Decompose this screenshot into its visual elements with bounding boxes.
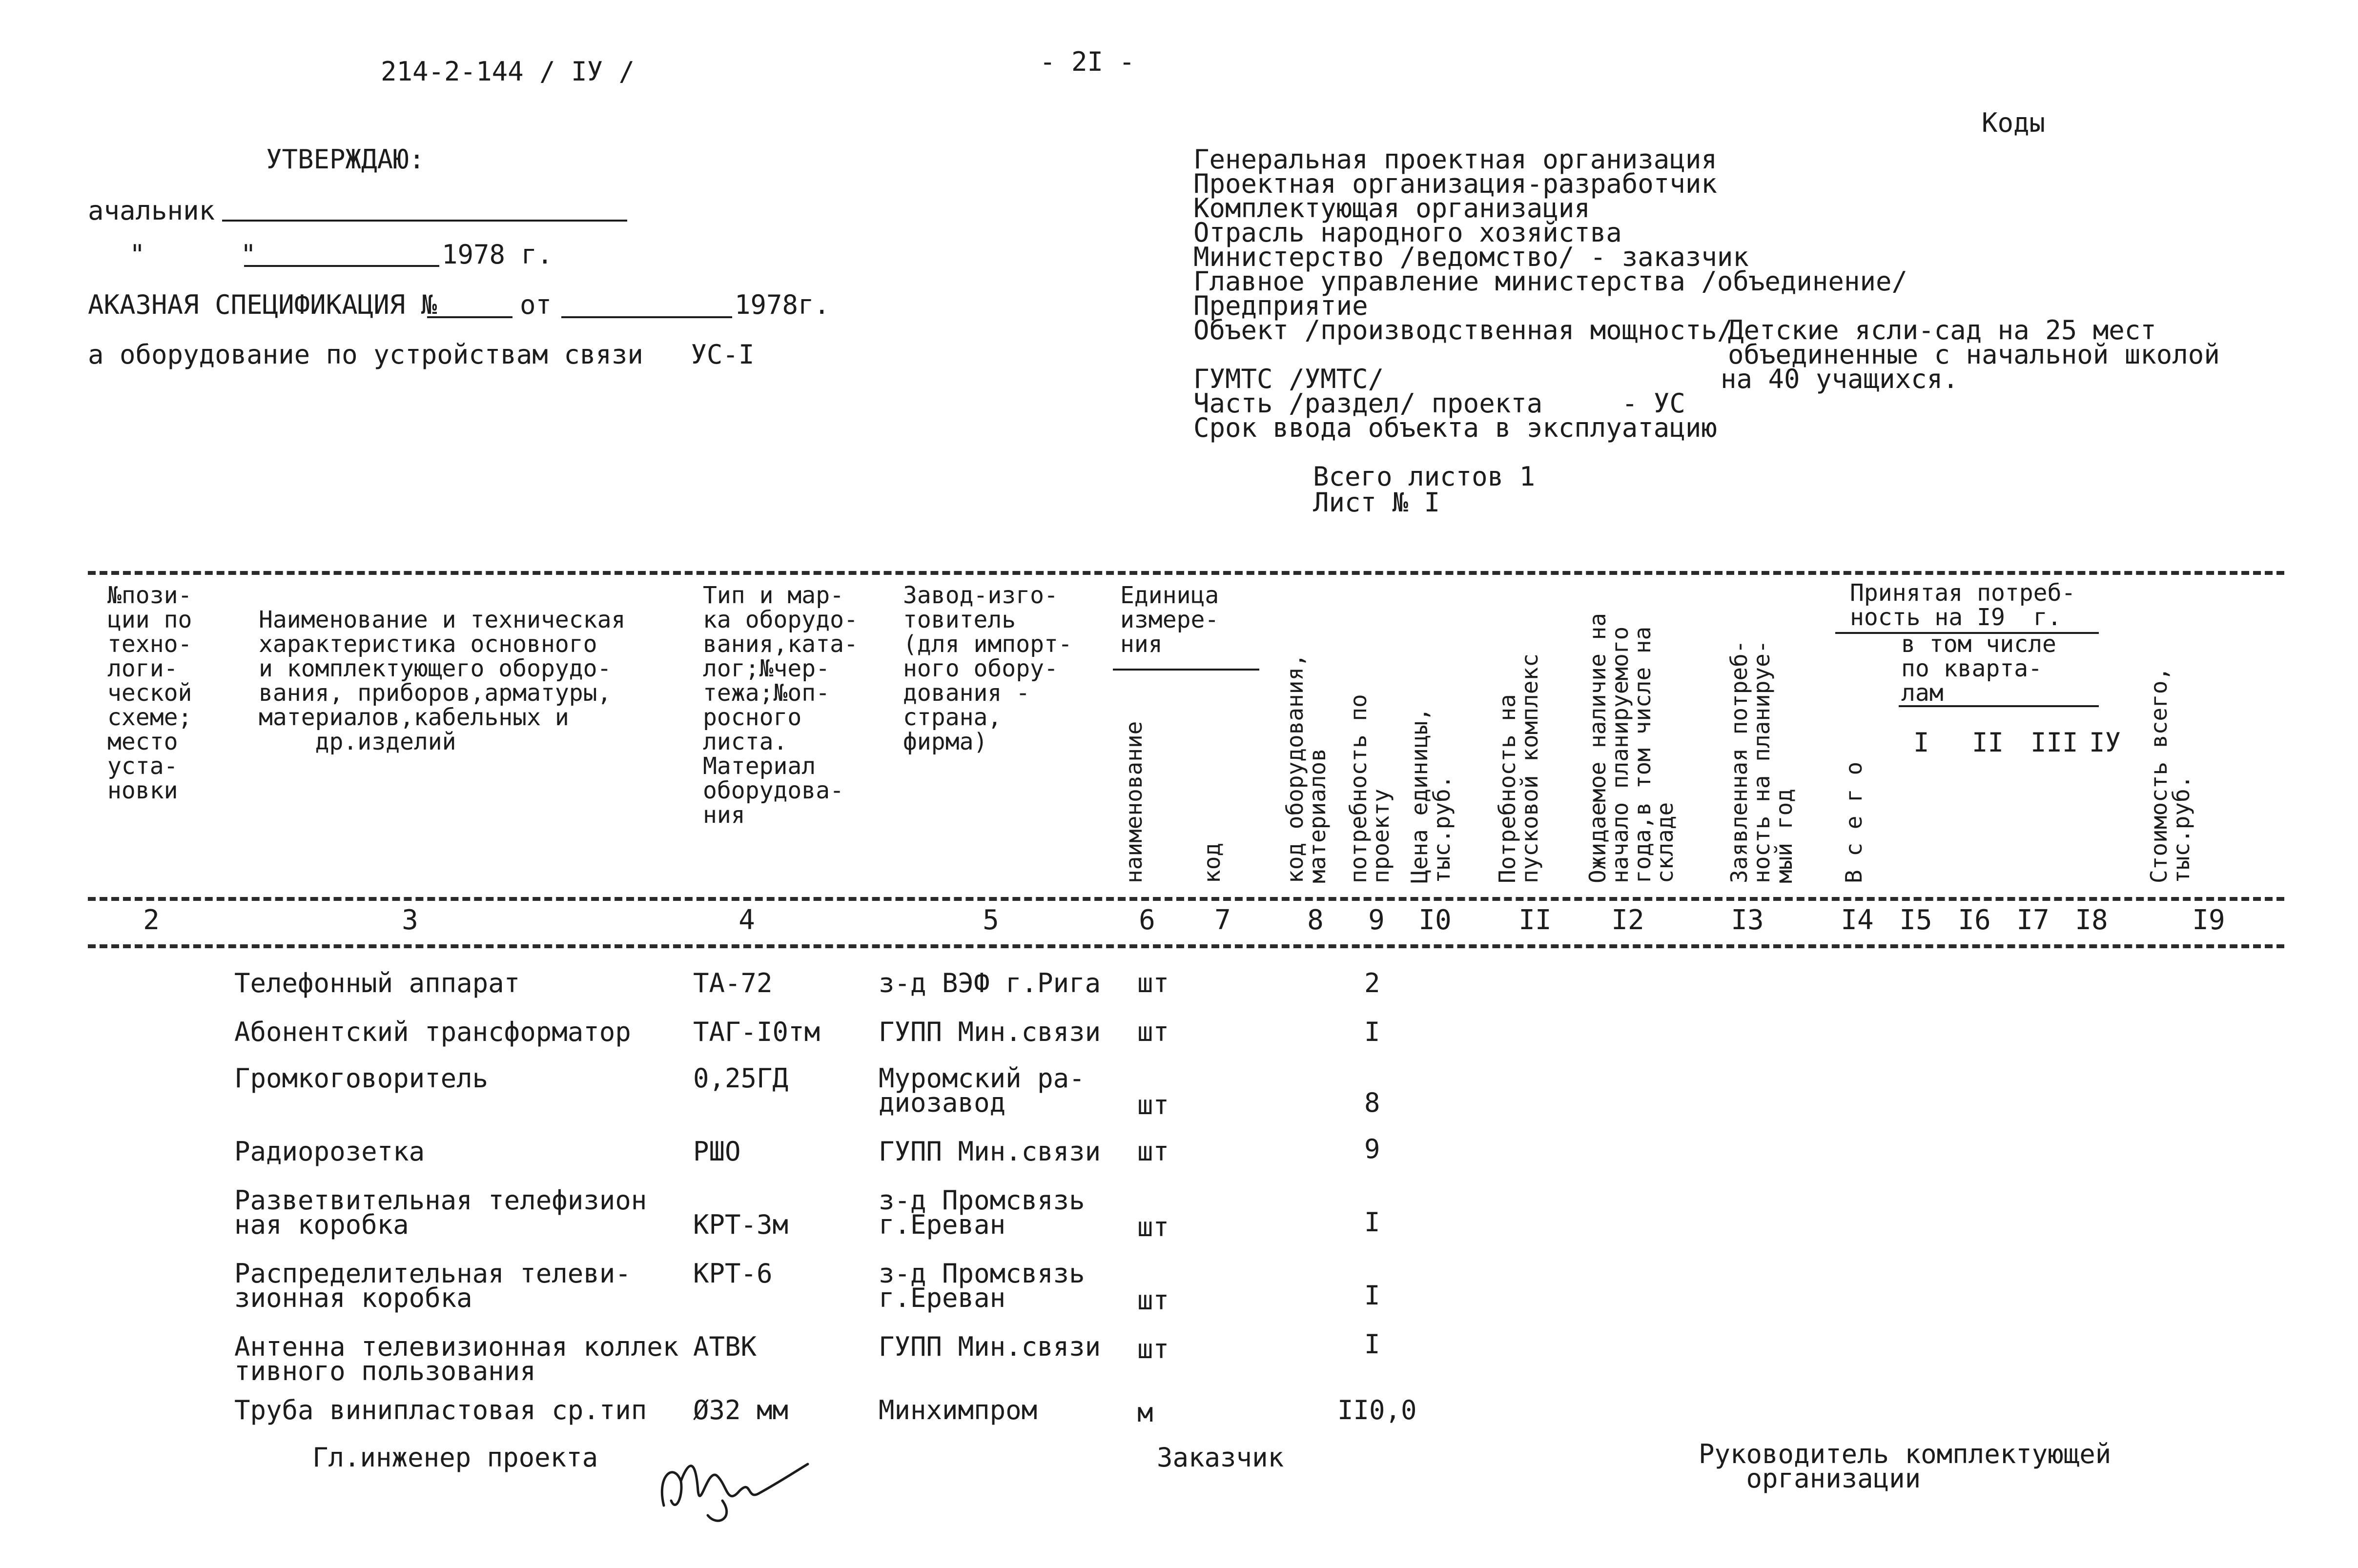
spec-title: АКАЗНАЯ СПЕЦИФИКАЦИЯ № [88,289,437,320]
org-line: Предприятие [1193,290,1368,321]
row-type: КРТ-3м [693,1209,789,1240]
col-number: 2 [143,904,160,936]
col-number: I3 [1731,904,1764,936]
header-unit-name: наименование [1121,721,1147,883]
spec-date-line [561,316,732,318]
row-unit: шт [1137,1285,1169,1316]
header-launch-demand: Потребность на пусковой комплекс [1494,653,1543,883]
row-maker: ГУПП Мин.связи [879,1017,1101,1047]
header-unit-price: Цена единицы, тыс.руб. [1406,707,1455,883]
col-number: 6 [1139,904,1155,936]
col-number: 7 [1214,904,1231,936]
row-maker: з-д ВЭФ г.Рига [879,968,1101,998]
spec-year: 1978г. [735,289,830,320]
header-manufacturer: Завод-изго- товитель (для импорт- ного обору- дования - страна, фирма) [903,582,1072,755]
sheets-total: Всего листов 1 [1313,461,1536,492]
org-line: Проектная организация-разработчик [1193,168,1717,199]
row-type: АТВК [693,1331,757,1362]
header-quarters: в том числе по кварта- лам [1901,631,2056,707]
row-name: Антенна телевизионная коллек тивного пользования [234,1331,679,1386]
row-unit: шт [1137,968,1169,998]
approve-year: 1978 г. [442,239,553,270]
object-desc-line: Детские ясли-сад на 25 мест [1728,315,2156,346]
header-unit-code: код [1199,842,1225,883]
org-line: Отрасль народного хозяйства [1193,217,1622,248]
org-line: Объект /производственная мощность/ [1193,315,1733,346]
row-qty: I [1364,1017,1380,1047]
footer-customer: Заказчик [1157,1442,1284,1473]
table-top-rule [88,571,2284,575]
row-maker: Минхимпром [879,1395,1038,1425]
header-q4: IУ [2089,727,2121,758]
spec-subject: а оборудование по устройствам связи УС-I [88,339,755,370]
org-line: Комплектующая организация [1193,193,1590,224]
col-number: II [1518,904,1552,936]
row-qty: 8 [1364,1087,1380,1118]
header-accepted: Принятая потреб- ность на I9 г. [1850,579,2076,631]
row-qty: 2 [1364,968,1380,998]
object-desc-line: на 40 учащихся. [1721,364,1959,394]
row-name: Телефонный аппарат [234,968,520,998]
row-maker: ГУПП Мин.связи [879,1331,1101,1362]
row-qty: I [1364,1207,1380,1238]
header-total: В с е г о [1841,761,1867,883]
column-numbers-rule [88,944,2284,948]
row-type: ТА-72 [693,968,773,998]
sheet-number: Лист № I [1313,487,1440,518]
footer-supplier-head: Руководитель комплектующей организации [1699,1439,2112,1494]
chief-signature-line [222,220,627,222]
row-unit: м [1137,1397,1153,1428]
header-position: №пози- ции по техно- логи- ческой схеме; место уста- новки [107,582,192,804]
org-line: Часть /раздел/ проекта - УС [1193,388,1685,419]
approve-title: УТВЕРЖДАЮ: [266,144,425,175]
header-equipment-code: код оборудования, материалов [1282,653,1331,883]
org-line: Главное управление министерства /объединение/ [1193,266,1907,297]
row-type: КРТ-6 [693,1258,773,1289]
row-unit: шт [1137,1090,1169,1120]
row-type: 0,25ГД [693,1063,789,1094]
row-name: Распределительная телеви- зионная коробка [234,1258,631,1313]
date-line [244,265,439,267]
engineer-signature [654,1432,815,1530]
row-qty: I [1364,1329,1380,1360]
row-type: Ø32 мм [693,1395,789,1425]
row-unit: шт [1137,1136,1169,1167]
org-line: Генеральная проектная организация [1193,144,1717,175]
header-declared-demand: Заявленная потреб- ность на планируе- мый год [1726,640,1797,883]
header-name: Наименование и техническая характеристика основного и комплектующего оборудо- вания, приборов,арматуры, материалов,кабельных и др.изделий [259,606,626,755]
codes-label: Коды [1982,107,2046,138]
org-line: ГУМТС /УМТС/ [1193,364,1384,394]
col-number: I5 [1899,904,1932,936]
row-name: Труба винипластовая ср.тип [234,1395,647,1425]
row-qty: 9 [1364,1134,1380,1164]
row-unit: шт [1137,1212,1169,1242]
col-number: 3 [402,904,418,936]
col-number: I4 [1841,904,1874,936]
col-number: I8 [2075,904,2108,936]
spec-number-line [427,316,513,318]
header-total-cost: Стоимость всего, тыс.руб. [2146,667,2194,883]
row-type: РШО [693,1136,741,1167]
document-code: 214-2-144 / IУ / [381,56,635,87]
row-maker: з-д Промсвязь г.Ереван [879,1258,1085,1313]
col-number: 5 [983,904,999,936]
row-name: Разветвительная телефизион ная коробка [234,1185,647,1240]
row-name: Громкоговоритель [234,1063,489,1094]
unit-divider [1113,669,1259,671]
row-name: Абонентский трансформатор [234,1017,631,1047]
row-qty: I [1364,1280,1380,1311]
header-bottom-rule [88,897,2284,901]
header-q1: I [1913,727,1929,758]
org-line: Министерство /ведомство/ - заказчик [1193,242,1749,272]
col-number: 4 [738,904,755,936]
spec-from: от [520,289,552,320]
col-number: I0 [1418,904,1452,936]
header-q2: II [1972,727,2004,758]
date-quotes: " " [129,239,257,270]
header-expected-stock: Ожидаемое наличие на начало планируемого года,в том числе на складе [1584,613,1678,883]
row-name: Радиорозетка [234,1136,425,1167]
header-project-demand: потребность по проекту [1345,694,1394,883]
col-number: I2 [1611,904,1644,936]
org-line: Срок ввода объекта в эксплуатацию [1193,412,1717,443]
row-qty: II0,0 [1337,1395,1417,1425]
row-unit: шт [1137,1334,1169,1364]
col-number: 9 [1368,904,1385,936]
object-desc-line: объединенные с начальной школой [1728,339,2220,370]
header-type: Тип и мар- ка оборудо- вания,ката- лог;№чер- тежа;№оп- росного листа. Материал оборудова- ния [703,582,858,829]
col-number: I9 [2192,904,2225,936]
header-q3: III [2030,727,2078,758]
row-type: ТАГ-I0тм [693,1017,820,1047]
page-number: - 2I - [1040,46,1135,77]
row-maker: ГУПП Мин.связи [879,1136,1101,1167]
row-maker: з-д Промсвязь г.Ереван [879,1185,1085,1240]
col-number: I7 [2016,904,2050,936]
footer-engineer: Гл.инженер проекта [312,1442,598,1473]
header-unit: Единица измере- ния [1120,582,1219,658]
chief-label: ачальник [88,195,215,226]
col-number: I6 [1958,904,1991,936]
row-maker: Муромский ра- диозавод [879,1063,1085,1118]
col-number: 8 [1307,904,1324,936]
row-unit: шт [1137,1017,1169,1047]
